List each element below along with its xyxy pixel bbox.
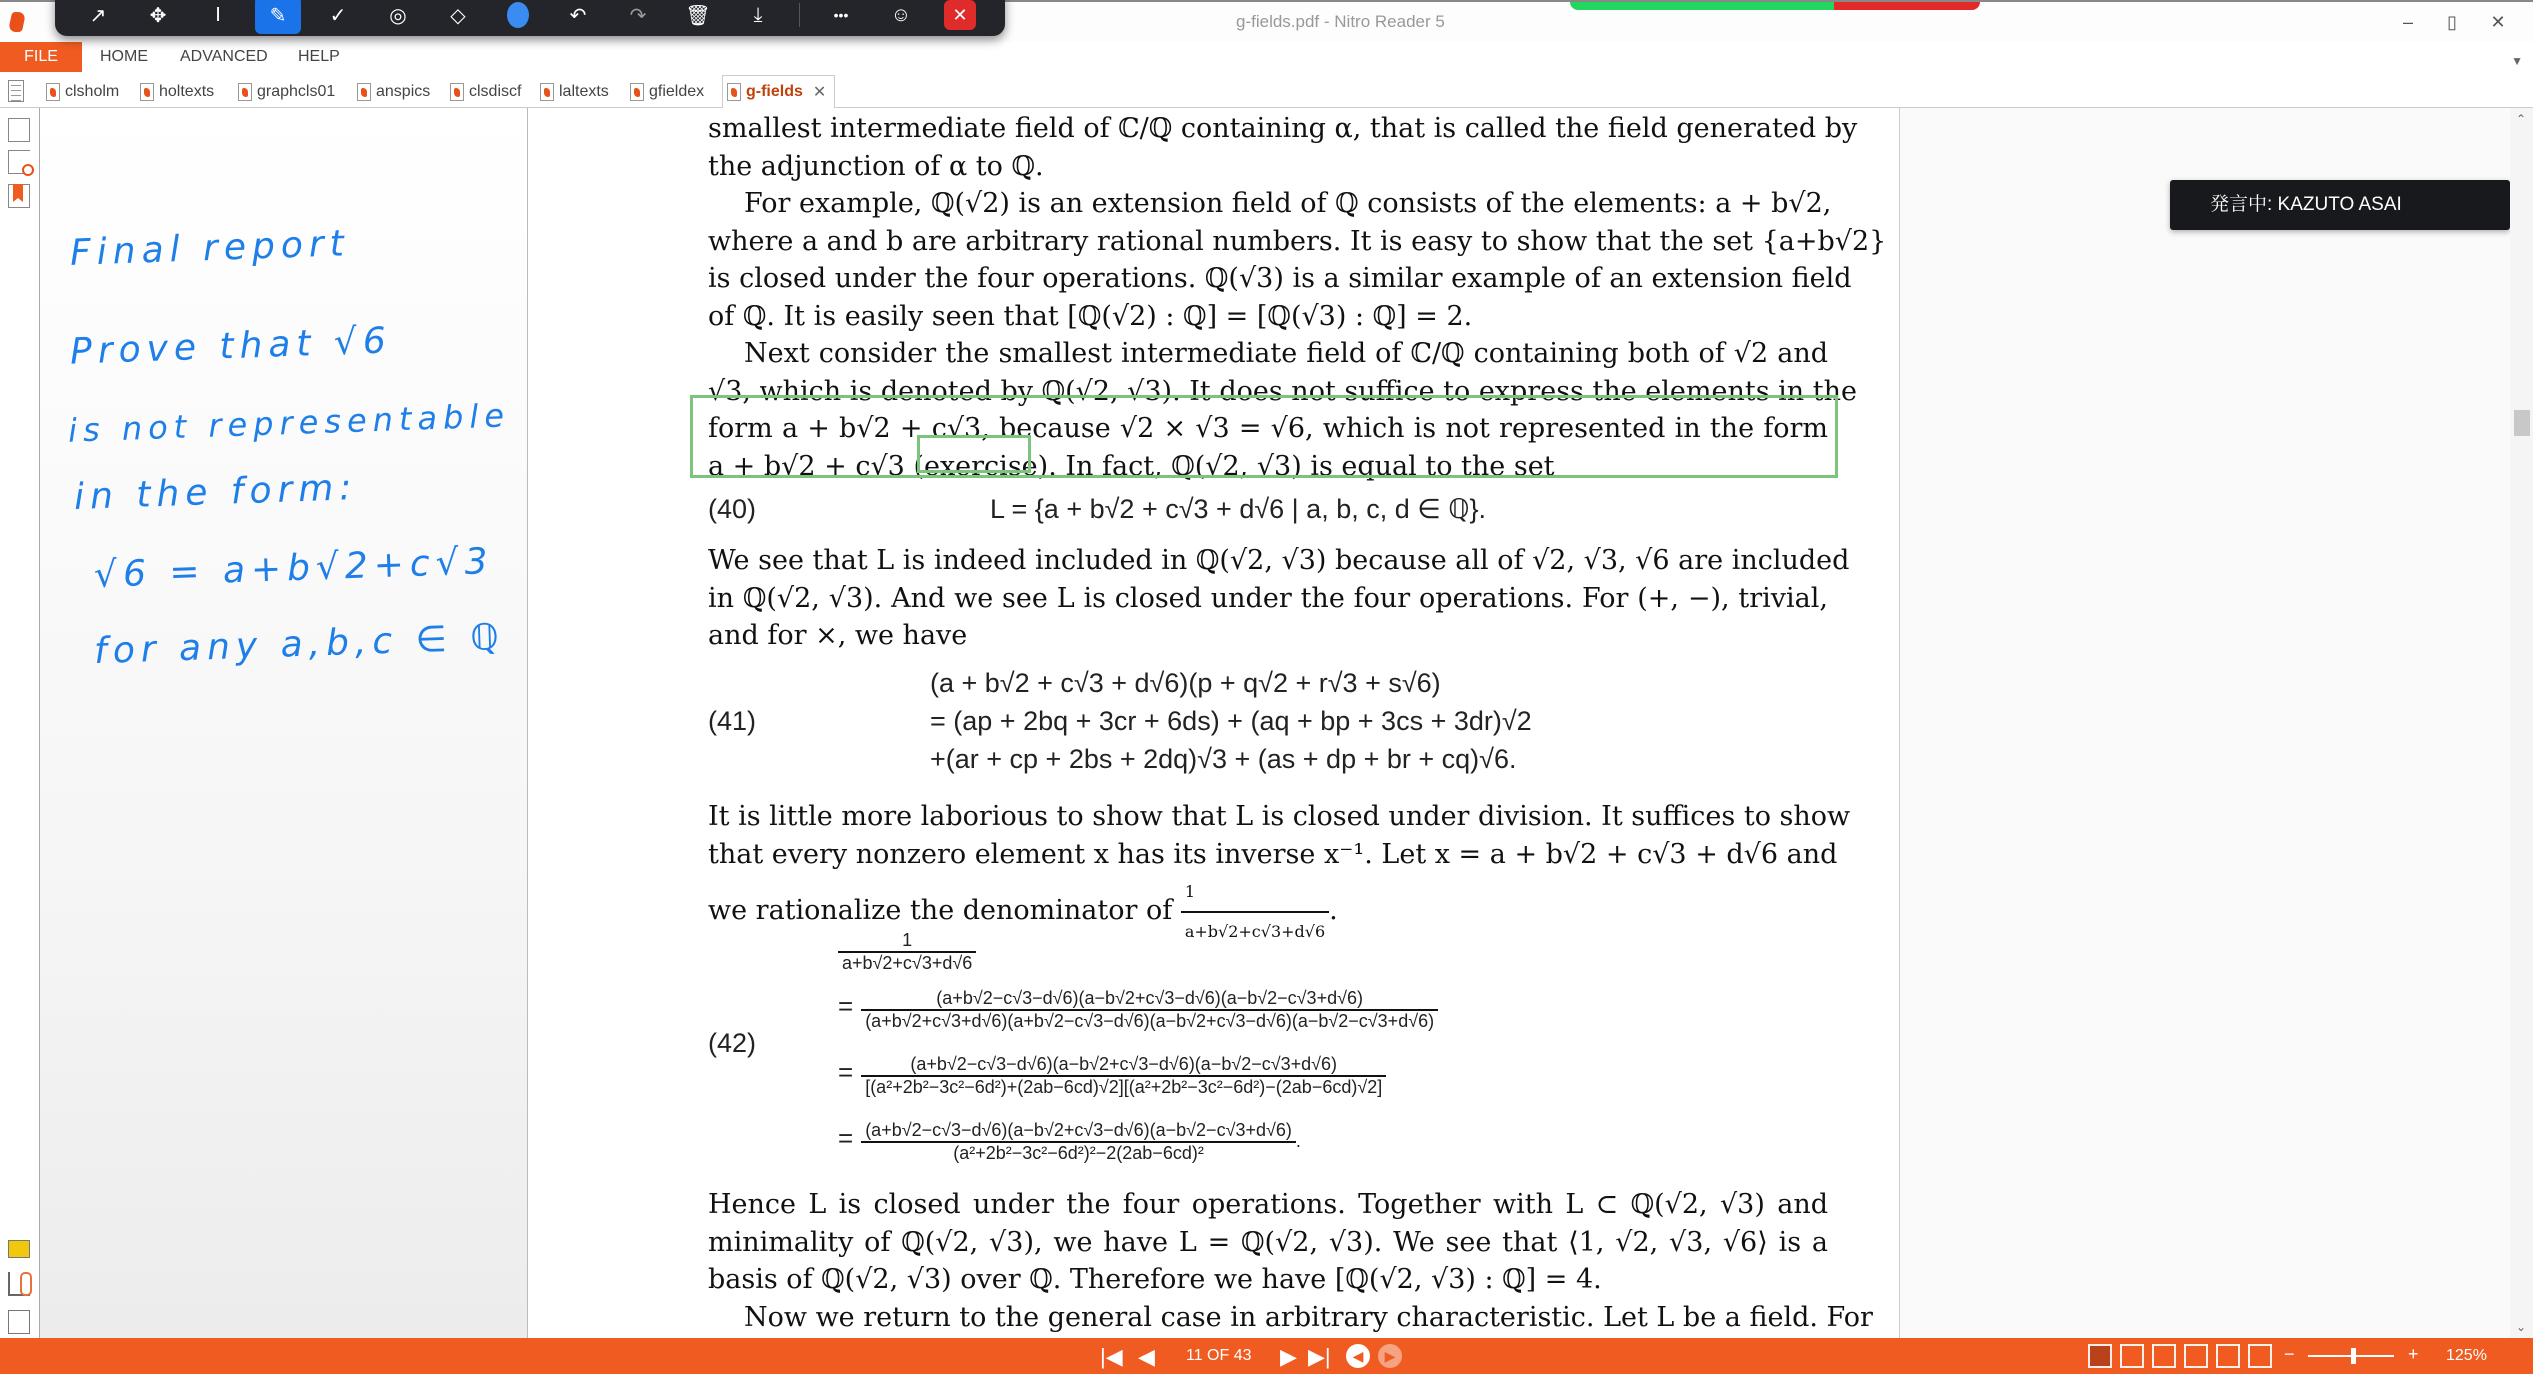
equation-42-row: = $\frac{(a+b√2-c√3-d√6)(a-b√2+c√3-d√6)(a-b√2-c√3+d√6)}{(a+b√2+c√3+d√6)(a+b√2-c√3-d√6)(a-b√2+c√3-d√6)(a-b√2-c√3+d√6)}$ bbox=[838, 988, 1438, 1032]
last-page-button[interactable]: ▶| bbox=[1308, 1344, 1331, 1369]
paragraph bbox=[708, 542, 1850, 655]
menu-advanced[interactable]: ADVANCED bbox=[180, 48, 268, 65]
text-line: √3, which is denoted by ℚ(√2, √3). It does not suffice to express the elements in the bbox=[708, 375, 1857, 407]
text-line: minimality of ℚ(√2, √3), we have L = ℚ(√2, √3). We see that ⟨1, √2, √3, √6⟩ is a bbox=[708, 1226, 1828, 1258]
text-line: basis of ℚ(√2, √3) over ℚ. Therefore we have [ℚ(√2, √3) : ℚ] = 4. bbox=[708, 1264, 1602, 1295]
window-title: g-fields.pdf - Nitro Reader 5 bbox=[1236, 12, 1445, 31]
pdf-file-icon bbox=[46, 83, 60, 101]
equation-41-line: (a + b√2 + c√3 + d√6)(p + q√2 + r√3 + s√6) bbox=[930, 668, 1441, 698]
pdf-file-icon bbox=[727, 83, 741, 101]
comments-icon[interactable] bbox=[8, 1240, 30, 1258]
move-tool-icon[interactable]: ✥ bbox=[149, 4, 167, 27]
next-page-button[interactable]: ▶ bbox=[1280, 1344, 1297, 1369]
text-line: and for ×, we have bbox=[708, 620, 968, 651]
page-indicator[interactable]: 11 OF 43 bbox=[1186, 1347, 1252, 1364]
text-line: form a + b√2 + c√3, because √2 × √3 = √6, which is not represented in the form bbox=[708, 413, 1828, 444]
text-line: in ℚ(√2, √3). And we see L is closed under the four operations. For (+, −), trivial, bbox=[708, 582, 1828, 614]
pdf-file-icon bbox=[540, 83, 554, 101]
text-line: a + b√2 + c√3 (exercise). In fact, ℚ(√2, √3) is equal to the set bbox=[708, 450, 1555, 482]
text-line: It is little more laborious to show that L is closed under division. It suffices to show bbox=[708, 801, 1851, 832]
pdf-file-icon bbox=[238, 83, 252, 101]
equation-number: (42) bbox=[708, 1028, 757, 1058]
scroll-down-icon[interactable]: ⌄ bbox=[2516, 1320, 2527, 1334]
zoom-level[interactable]: 125% bbox=[2446, 1347, 2487, 1364]
color-picker-button[interactable] bbox=[495, 0, 541, 34]
equation-number: (40) bbox=[708, 494, 757, 524]
ink-note-line: Final report bbox=[69, 223, 351, 274]
green-highlight-annotation[interactable] bbox=[690, 395, 1838, 478]
annotation-toolbar bbox=[55, 0, 1005, 36]
text-line: that every nonzero element x has its inverse x⁻¹. Let x = a + b√2 + c√3 + d√6 and bbox=[708, 838, 1838, 870]
tab-clsholm[interactable]: clsholm bbox=[46, 78, 119, 106]
pdf-file-icon bbox=[450, 83, 464, 101]
continuous-view-icon[interactable] bbox=[2120, 1344, 2144, 1368]
pen-tool-icon[interactable]: ✎ bbox=[255, 0, 301, 34]
equation-42-row: $\frac{1}{a+b√2+c√3+d√6}$ bbox=[838, 930, 976, 974]
left-sidebar-icons bbox=[0, 108, 40, 1338]
color-swatch-icon bbox=[507, 2, 529, 28]
ribbon-collapse-icon[interactable]: ▼ bbox=[2511, 54, 2523, 68]
scroll-up-icon[interactable]: ⌃ bbox=[2516, 112, 2527, 126]
pdf-file-icon bbox=[357, 83, 371, 101]
user-pin-icon[interactable]: ☺ bbox=[890, 3, 912, 26]
paragraph bbox=[708, 798, 1851, 941]
handwritten-notes-panel[interactable] bbox=[40, 108, 528, 1338]
equation-40: L = {a + b√2 + c√3 + d√6 | a, b, c, d ∈ ℚ}. bbox=[990, 494, 1487, 524]
pdf-file-icon bbox=[630, 83, 644, 101]
pdf-page bbox=[528, 108, 1900, 1338]
status-bar bbox=[0, 1338, 2533, 1374]
dual-presentation-view-icon[interactable] bbox=[2248, 1344, 2272, 1368]
text-line: Next consider the smallest intermediate field of ℂ/ℚ containing both of √2 and bbox=[744, 338, 1828, 369]
close-tab-icon[interactable]: ✕ bbox=[812, 84, 827, 101]
scroll-thumb[interactable] bbox=[2514, 410, 2530, 436]
toolbar-divider bbox=[799, 3, 800, 27]
zoom-slider-thumb[interactable] bbox=[2351, 1348, 2356, 1364]
fraction: $\frac{1}{a+b√2+c√3+d√6}$ bbox=[1181, 873, 1329, 950]
select-tool-icon[interactable]: ↗ bbox=[89, 4, 107, 27]
text-line: the adjunction of α to ℚ. bbox=[708, 150, 1044, 182]
single-page-view-icon[interactable] bbox=[2088, 1344, 2112, 1368]
text-line: Hence L is closed under the four operations. Together with L ⊂ ℚ(√2, √3) and bbox=[708, 1189, 1828, 1220]
first-page-button[interactable]: |◀ bbox=[1100, 1344, 1123, 1369]
presentation-view-icon[interactable] bbox=[2216, 1344, 2240, 1368]
meeting-status-bar bbox=[1570, 2, 1980, 10]
pages-panel-icon[interactable] bbox=[8, 118, 30, 142]
tab-gfieldex[interactable]: gfieldex bbox=[630, 78, 704, 106]
search-panel-icon[interactable] bbox=[8, 150, 30, 174]
equation-42-row: = $\frac{(a+b√2-c√3-d√6)(a-b√2+c√3-d√6)(a-b√2-c√3+d√6)}{\text{(a²+2b²−3c²−6d²)²−2(2ab−6cd)²}}$ . bbox=[838, 1120, 1301, 1163]
text-line: of ℚ. It is easily seen that [ℚ(√2) : ℚ] = [ℚ(√3) : ℚ] = 2. bbox=[708, 300, 1473, 332]
ink-note-line: for any a,b,c ∈ ℚ bbox=[93, 616, 506, 673]
pdf-file-icon bbox=[140, 83, 154, 101]
nitro-logo-icon bbox=[8, 12, 26, 32]
equation-number: (41) bbox=[708, 706, 757, 736]
text-line: we rationalize the denominator of $\frac{1}{a+b√2+c√3+d√6}$ . bbox=[708, 873, 1828, 911]
document-viewport[interactable] bbox=[528, 108, 2510, 1338]
speaking-indicator: 発言中: KAZUTO ASAI bbox=[2170, 180, 2510, 230]
save-down-icon[interactable]: ⤓ bbox=[753, 3, 763, 26]
green-box-annotation[interactable] bbox=[917, 435, 1031, 473]
facing-view-icon[interactable] bbox=[2152, 1344, 2176, 1368]
ink-note-line: is not representable bbox=[67, 396, 511, 450]
close-toolbar-button[interactable]: ✕ bbox=[944, 0, 976, 30]
stamp-icon[interactable]: ◎ bbox=[389, 4, 407, 27]
ink-note-line: in the form: bbox=[73, 467, 359, 518]
text-line: Now we return to the general case in arbitrary characteristic. Let L be a field. For bbox=[744, 1301, 1873, 1333]
checkmark-icon[interactable]: ✓ bbox=[329, 4, 347, 27]
paragraph bbox=[708, 1186, 1873, 1336]
zoom-out-button[interactable]: − bbox=[2284, 1344, 2295, 1364]
ribbon-menu bbox=[0, 42, 2533, 72]
text-line: For example, ℚ(√2) is an extension field of ℚ consists of the elements: a + b√2, bbox=[744, 188, 1832, 219]
eraser-icon[interactable]: ◇ bbox=[450, 4, 466, 27]
back-view-button[interactable]: ◀ bbox=[1346, 1344, 1370, 1368]
outline-list-icon[interactable] bbox=[8, 1310, 30, 1334]
undo-icon[interactable]: ↶ bbox=[569, 4, 587, 27]
vertical-scrollbar[interactable] bbox=[2510, 108, 2533, 1338]
redo-icon[interactable]: ↷ bbox=[629, 4, 647, 27]
ink-note-line: Prove that √6 bbox=[69, 320, 393, 373]
tab-anspics[interactable]: anspics bbox=[357, 78, 430, 106]
ink-note-line: √6 = a+b√2+c√3 bbox=[93, 541, 495, 596]
exercise-link[interactable]: (exercise) bbox=[913, 450, 1049, 482]
equation-41-line: = (ap + 2bq + 3cr + 6ds) + (aq + bp + 3cs + 3dr)√2 bbox=[930, 706, 1532, 736]
tab-laltexts[interactable]: laltexts bbox=[540, 78, 609, 106]
facing-continuous-view-icon[interactable] bbox=[2184, 1344, 2208, 1368]
attachments-icon[interactable] bbox=[8, 1272, 30, 1296]
forward-view-button[interactable]: ▶ bbox=[1378, 1344, 1402, 1368]
previous-page-button[interactable]: ◀ bbox=[1138, 1344, 1155, 1369]
tab-g-fields[interactable]: g-fields ✕ bbox=[722, 75, 835, 109]
text-cursor-icon[interactable]: I bbox=[215, 3, 221, 26]
text-line: We see that L is indeed included in ℚ(√2, √3) because all of √2, √3, √6 are included bbox=[708, 545, 1850, 576]
minimize-button[interactable]: ‒ bbox=[2402, 12, 2413, 32]
trash-icon[interactable]: 🗑 bbox=[685, 4, 711, 27]
text-line: smallest intermediate field of ℂ/ℚ containing α, that is called the field generated by bbox=[708, 113, 1858, 144]
text-line: is closed under the four operations. ℚ(√3) is a similar example of an extension field bbox=[708, 263, 1852, 294]
tab-clsdiscf[interactable]: clsdiscf bbox=[450, 78, 521, 106]
zoom-in-button[interactable]: + bbox=[2408, 1344, 2419, 1364]
document-tabs bbox=[0, 74, 2533, 108]
tab-holtexts[interactable]: holtexts bbox=[140, 78, 214, 106]
menu-help[interactable]: HELP bbox=[298, 48, 340, 65]
maximize-button[interactable]: ▯ bbox=[2447, 12, 2457, 32]
text-line: where a and b are arbitrary rational numbers. It is easy to show that the set {a+b√2} bbox=[708, 225, 1887, 257]
bookmark-icon[interactable] bbox=[8, 184, 30, 208]
menu-home[interactable]: HOME bbox=[100, 48, 148, 65]
tab-list-icon[interactable] bbox=[8, 80, 24, 102]
menu-file[interactable]: FILE bbox=[0, 42, 82, 72]
more-icon[interactable]: ••• bbox=[833, 7, 849, 23]
close-window-button[interactable]: ✕ bbox=[2490, 12, 2506, 32]
equation-41-line: +(ar + cp + 2bs + 2dq)√3 + (as + dp + br + cq)√6. bbox=[930, 744, 1517, 774]
tab-graphcls01[interactable]: graphcls01 bbox=[238, 78, 335, 106]
equation-42-row: = $\frac{(a+b√2-c√3-d√6)(a-b√2+c√3-d√6)(a-b√2-c√3+d√6)}{\text{[(a²+2b²−3c²−6d²)+(2ab−6cd)√2][(a²+2b²−3c²−6d²)−(2ab−6cd)√2]}}$ bbox=[838, 1054, 1386, 1098]
